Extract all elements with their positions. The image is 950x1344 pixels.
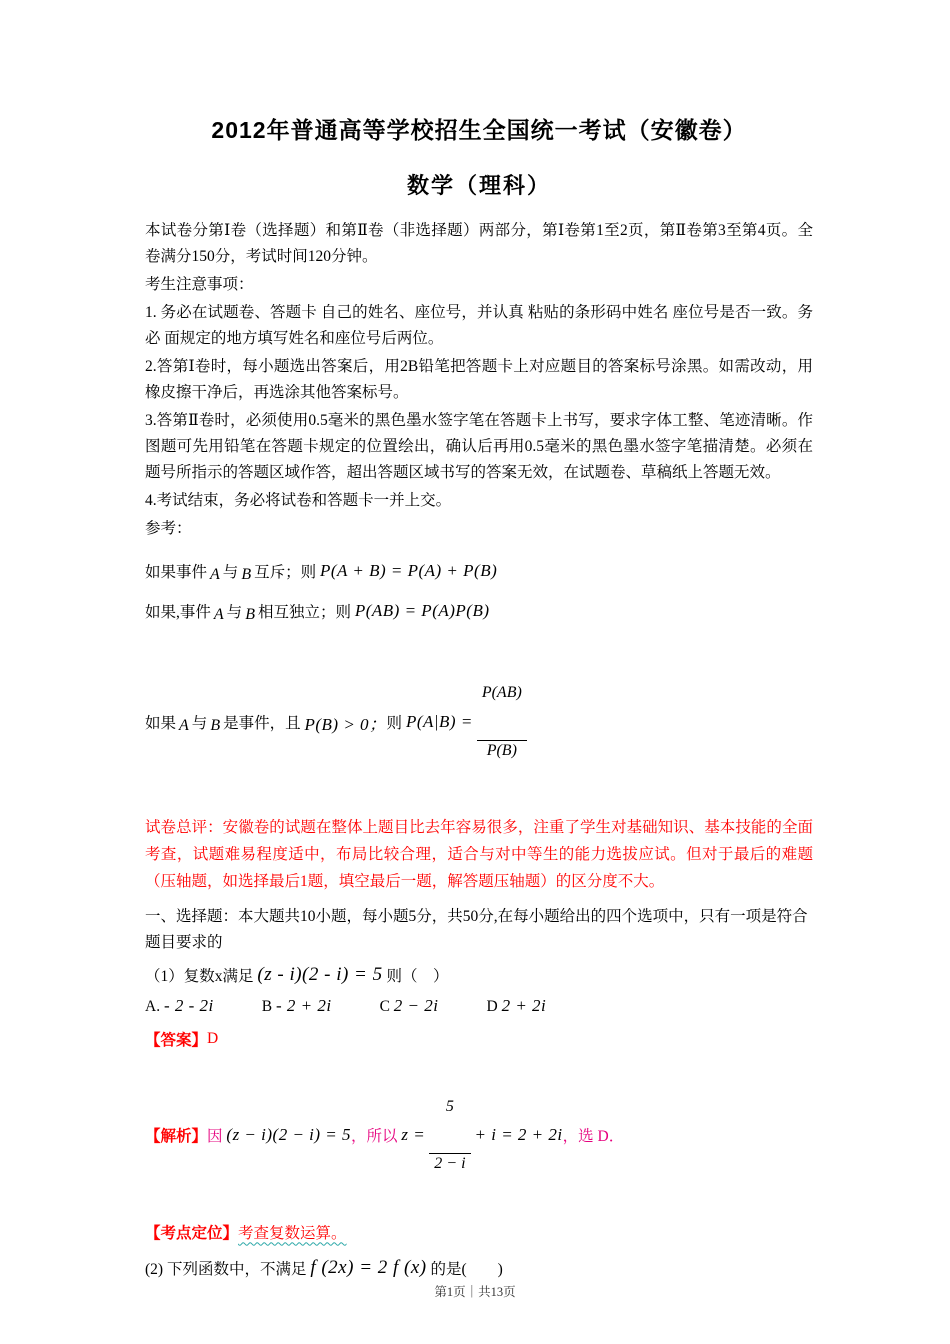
question-1-answer-line: [145, 1028, 813, 1050]
formula-1-mid: 互斥；则: [254, 564, 320, 582]
notice-item-2: 2.答第Ⅰ卷时，每小题选出答案后，用2B铅笔把答题卡上对应题目的答案标号涂黑。如需改动，用橡皮擦干净后，再选涂其他答案标号。: [145, 358, 813, 402]
question-1-options: [145, 996, 813, 1016]
exam-review-comment: 试卷总评：安徽卷的试题在整体上题目比去年容易很多，注重了学生对基础知识、基本技能的全面考查，试题难易程度适中，布局比较合理，适合与对中等生的能力选拔应试。但对于最后的难题（压轴题，如选择最后1题，填空最后一题，解答题压轴题）的区分度不大。: [145, 819, 813, 891]
question-2-stem-prefix: (2) 下列函数中，不满足: [145, 1261, 311, 1279]
question-1-option-a: [145, 996, 214, 1016]
section-1-heading: 一、选择题：本大题共10小题，每小题5分，共50分,在每小题给出的四个选项中，只有一项是符合题目要求的: [145, 907, 808, 951]
formula-conditional: [145, 648, 813, 796]
formula-3-var-a: A: [179, 717, 189, 735]
keypoint-text: 考查复数运算。: [238, 1225, 347, 1243]
question-2-stem-suffix: 的是( ): [426, 1261, 503, 1279]
formula-3-conj: 与: [191, 715, 208, 733]
question-2-stem: [145, 1257, 813, 1279]
formula-3-lhs: P(A|B) =: [405, 712, 473, 732]
question-1-stem: [145, 964, 813, 986]
question-2-stem-math: f (2x) = 2 f (x): [310, 1257, 427, 1279]
keypoint-label: 【考点定位】: [145, 1225, 239, 1243]
analysis-text-2: ，所以: [351, 1128, 402, 1146]
formula-2-conj: 与: [226, 604, 243, 622]
analysis-fraction-numerator: 5: [445, 1097, 454, 1115]
option-c-label: C: [379, 997, 394, 1015]
formula-3-fraction: [477, 648, 527, 796]
analysis-math-1: (z − i)(2 − i) = 5: [226, 1125, 352, 1145]
formula-3-prefix: 如果: [145, 715, 177, 733]
formula-1-var-b: B: [241, 566, 252, 584]
analysis-text-1: 因: [207, 1128, 227, 1146]
notice-item-3: 3.答第Ⅱ卷时，必须使用0.5毫米的黑色墨水签字笔在答题卡上书写，要求字体工整、笔迹清晰。作图题可先用铅笔在答题卡规定的位置绘出，确认后再用0.5毫米的黑色墨水签字笔描清楚。必须在题号所指示的答题区域作答，超出答题区域书写的答案无效，在试题卷、草稿纸上答题无效。: [145, 412, 813, 482]
reference-title: 参考：: [145, 520, 192, 538]
formula-3-fraction-numerator: P(AB): [481, 684, 522, 702]
page-title: 2012年普通高等学校招生全国统一考试（安徽卷）: [211, 117, 747, 143]
option-b-label: B: [261, 997, 276, 1015]
formula-2-var-a: A: [213, 606, 224, 624]
formula-3-var-b: B: [210, 717, 221, 735]
question-1-keypoint-line: [145, 1221, 813, 1243]
question-1-analysis-line: [145, 1062, 813, 1210]
formula-mutually-exclusive: [145, 560, 813, 582]
page-subtitle: 数学（理科）: [406, 173, 551, 198]
option-c-value: 2 − 2i: [393, 995, 439, 1015]
option-d-label: D: [486, 997, 502, 1015]
analysis-label: 【解析】: [145, 1128, 208, 1146]
option-a-value: - 2 - 2i: [163, 995, 214, 1015]
notice-item-1: 1. 务必在试题卷、答题卡 自己的姓名、座位号，并认真 粘贴的条形码中姓名 座位号是否一致。务必 面规定的地方填写姓名和座位号后两位。: [145, 304, 813, 348]
answer-value: D: [207, 1029, 219, 1047]
answer-label: 【答案】: [145, 1031, 208, 1049]
question-1-option-c: [380, 996, 439, 1016]
question-1-option-d: [487, 996, 547, 1016]
formula-3-fraction-denominator: P(B): [477, 740, 527, 760]
formula-1-var-a: A: [210, 566, 220, 584]
analysis-text-3: ，选 D．: [562, 1128, 625, 1146]
formula-2-expression: P(AB) = P(A)P(B): [354, 601, 490, 621]
formula-1-conj: 与: [222, 564, 239, 582]
option-a-label: A.: [145, 997, 164, 1015]
formula-1-prefix: 如果事件: [145, 564, 208, 582]
option-d-value: 2 + 2i: [501, 995, 547, 1015]
intro-paragraph: 本试卷分第Ⅰ卷（选择题）和第Ⅱ卷（非选择题）两部分，第Ⅰ卷第1至2页，第Ⅱ卷第3至第4页。全卷满分150分，考试时间120分钟。: [145, 222, 813, 266]
question-1-stem-math: (z - i)(2 - i) = 5: [257, 963, 383, 985]
formula-3-then: 则: [386, 715, 406, 733]
formula-2-prefix: 如果,事件: [145, 604, 211, 622]
document-content: [145, 112, 813, 1285]
formula-2-mid: 相互独立；则: [257, 604, 355, 622]
analysis-fraction: [429, 1062, 470, 1210]
formula-2-var-b: B: [245, 606, 255, 624]
formula-3-mid: 是事件，且: [223, 715, 305, 733]
question-1-stem-prefix: （1）复数x满足: [145, 967, 258, 985]
notice-item-4: 4.考试结束，务必将试卷和答题卡一并上交。: [145, 492, 452, 510]
analysis-math-3: + i = 2 + 2i: [474, 1125, 563, 1145]
question-1-option-b: [262, 996, 332, 1016]
option-b-value: - 2 + 2i: [275, 995, 332, 1015]
analysis-fraction-denominator: 2 − i: [429, 1153, 470, 1173]
notice-title: 考生注意事项：: [145, 276, 254, 294]
page-footer: 第1页｜共13页: [434, 1285, 516, 1299]
analysis-math-2: z =: [401, 1125, 426, 1145]
question-1-stem-suffix: 则（ ）: [382, 967, 449, 985]
formula-independent: [145, 600, 813, 622]
formula-1-expression: P(A + B) = P(A) + P(B): [319, 561, 498, 581]
formula-3-condition: P(B) > 0；: [304, 714, 387, 734]
